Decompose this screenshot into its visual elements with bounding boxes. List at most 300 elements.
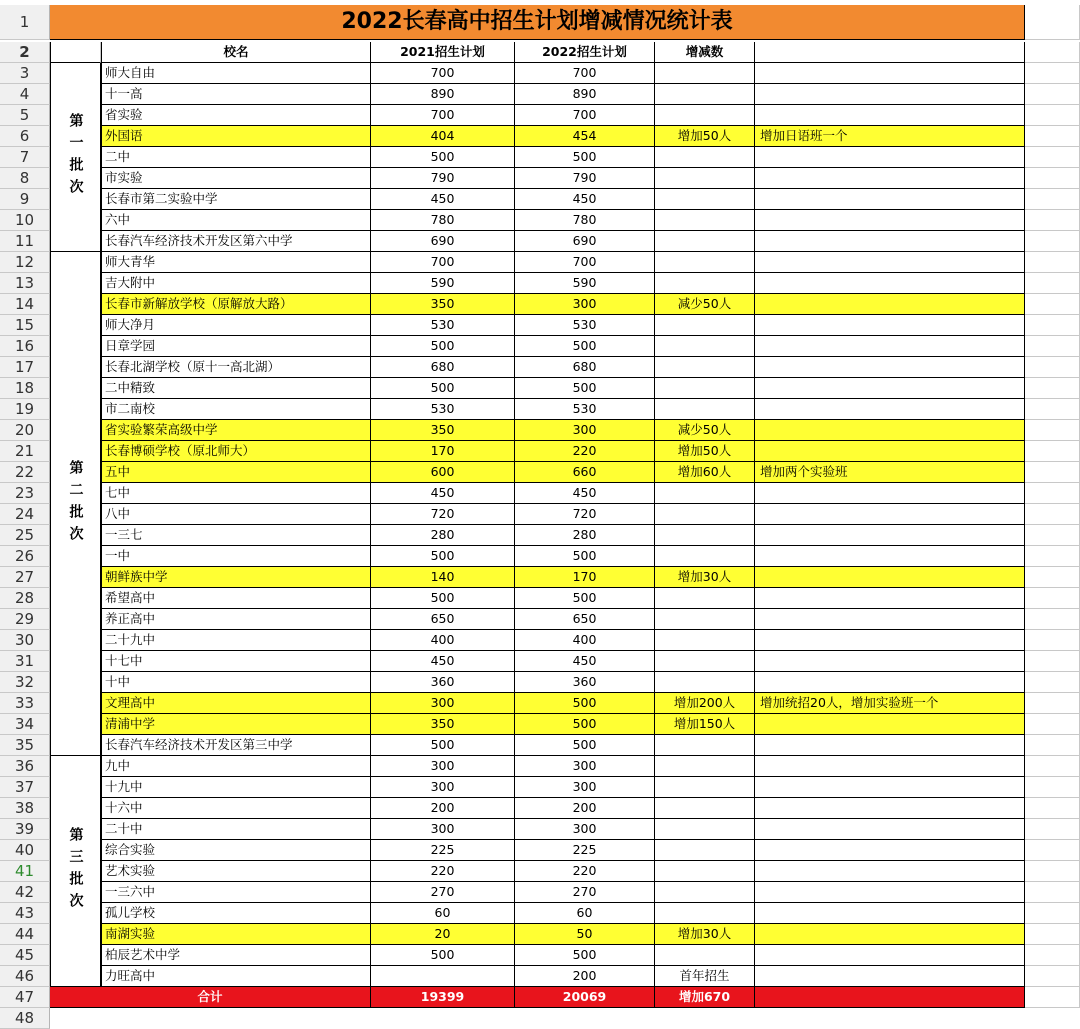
note-cell[interactable] (755, 315, 1025, 336)
school-name-cell[interactable]: 十一高 (101, 84, 371, 105)
row-header[interactable]: 33 (0, 693, 50, 714)
school-name-cell[interactable]: 二中 (101, 147, 371, 168)
plan-2021-cell[interactable]: 780 (371, 210, 515, 231)
row-header[interactable]: 4 (0, 84, 50, 105)
change-cell[interactable]: 增加150人 (655, 714, 755, 735)
row-header[interactable]: 16 (0, 336, 50, 357)
plan-2022-cell[interactable]: 220 (515, 861, 655, 882)
school-name-cell[interactable]: 长春北湖学校（原十一高北湖） (101, 357, 371, 378)
empty-cell[interactable] (1025, 399, 1080, 420)
plan-2021-cell[interactable]: 450 (371, 651, 515, 672)
empty-cell[interactable] (1025, 315, 1080, 336)
plan-2022-cell[interactable]: 500 (515, 147, 655, 168)
empty-cell[interactable] (1025, 441, 1080, 462)
empty-cell[interactable] (1025, 483, 1080, 504)
plan-2022-cell[interactable]: 170 (515, 567, 655, 588)
change-cell[interactable] (655, 525, 755, 546)
plan-2022-cell[interactable]: 450 (515, 651, 655, 672)
row-header[interactable]: 20 (0, 420, 50, 441)
change-cell[interactable] (655, 546, 755, 567)
empty-cell[interactable] (1025, 336, 1080, 357)
empty-cell[interactable] (1025, 42, 1080, 63)
change-cell[interactable] (655, 483, 755, 504)
change-cell[interactable] (655, 504, 755, 525)
plan-2022-cell[interactable]: 690 (515, 231, 655, 252)
empty-cell[interactable] (1025, 420, 1080, 441)
empty-cell[interactable] (1025, 147, 1080, 168)
note-cell[interactable] (755, 357, 1025, 378)
school-name-cell[interactable]: 希望高中 (101, 588, 371, 609)
row-header[interactable]: 46 (0, 966, 50, 987)
note-cell[interactable] (755, 105, 1025, 126)
school-name-cell[interactable]: 十六中 (101, 798, 371, 819)
row-header[interactable]: 18 (0, 378, 50, 399)
empty-cell[interactable] (1025, 189, 1080, 210)
plan-2021-cell[interactable]: 700 (371, 252, 515, 273)
plan-2022-cell[interactable]: 200 (515, 966, 655, 987)
note-cell[interactable] (755, 294, 1025, 315)
column-header-school[interactable]: 校名 (101, 42, 371, 63)
row-header[interactable]: 47 (0, 987, 50, 1008)
plan-2021-cell[interactable]: 220 (371, 861, 515, 882)
plan-2022-cell[interactable]: 500 (515, 714, 655, 735)
empty-cell[interactable] (1025, 210, 1080, 231)
plan-2022-cell[interactable]: 700 (515, 252, 655, 273)
change-cell[interactable] (655, 756, 755, 777)
note-cell[interactable]: 增加日语班一个 (755, 126, 1025, 147)
plan-2022-cell[interactable]: 500 (515, 735, 655, 756)
change-cell[interactable] (655, 189, 755, 210)
plan-2022-cell[interactable]: 270 (515, 882, 655, 903)
empty-cell[interactable] (1025, 294, 1080, 315)
batch-label-cell[interactable] (50, 252, 101, 756)
plan-2022-cell[interactable]: 360 (515, 672, 655, 693)
empty-cell[interactable] (1025, 5, 1080, 40)
column-header-change[interactable]: 增减数 (655, 42, 755, 63)
note-cell[interactable] (755, 735, 1025, 756)
plan-2021-cell[interactable]: 690 (371, 231, 515, 252)
total-2021[interactable]: 19399 (371, 987, 515, 1008)
empty-cell[interactable] (1025, 630, 1080, 651)
note-cell[interactable] (755, 399, 1025, 420)
row-header[interactable]: 48 (0, 1008, 50, 1029)
row-header[interactable]: 7 (0, 147, 50, 168)
row-header[interactable]: 40 (0, 840, 50, 861)
plan-2021-cell[interactable]: 170 (371, 441, 515, 462)
row-header[interactable]: 10 (0, 210, 50, 231)
plan-2022-cell[interactable]: 890 (515, 84, 655, 105)
plan-2021-cell[interactable]: 360 (371, 672, 515, 693)
change-cell[interactable] (655, 672, 755, 693)
plan-2022-cell[interactable]: 500 (515, 693, 655, 714)
note-cell[interactable] (755, 441, 1025, 462)
empty-cell[interactable] (1025, 861, 1080, 882)
school-name-cell[interactable]: 七中 (101, 483, 371, 504)
plan-2022-cell[interactable]: 500 (515, 588, 655, 609)
sheet-title[interactable]: 2022长春高中招生计划增减情况统计表 (50, 5, 1025, 40)
change-cell[interactable] (655, 210, 755, 231)
plan-2021-cell[interactable]: 300 (371, 777, 515, 798)
school-name-cell[interactable]: 综合实验 (101, 840, 371, 861)
note-cell[interactable] (755, 777, 1025, 798)
plan-2022-cell[interactable]: 500 (515, 546, 655, 567)
change-cell[interactable]: 减少50人 (655, 294, 755, 315)
school-name-cell[interactable]: 师大净月 (101, 315, 371, 336)
plan-2021-cell[interactable]: 280 (371, 525, 515, 546)
plan-2021-cell[interactable]: 225 (371, 840, 515, 861)
plan-2022-cell[interactable]: 280 (515, 525, 655, 546)
plan-2022-cell[interactable]: 220 (515, 441, 655, 462)
school-name-cell[interactable]: 十中 (101, 672, 371, 693)
plan-2022-cell[interactable]: 454 (515, 126, 655, 147)
plan-2022-cell[interactable]: 780 (515, 210, 655, 231)
total-label[interactable]: 合计 (50, 987, 371, 1008)
batch-label-cell[interactable] (50, 63, 101, 252)
note-cell[interactable] (755, 189, 1025, 210)
plan-2021-cell[interactable]: 720 (371, 504, 515, 525)
note-cell[interactable] (755, 378, 1025, 399)
row-header[interactable]: 44 (0, 924, 50, 945)
row-header[interactable]: 43 (0, 903, 50, 924)
change-cell[interactable] (655, 378, 755, 399)
note-cell[interactable] (755, 147, 1025, 168)
empty-cell[interactable] (1025, 945, 1080, 966)
row-header[interactable]: 34 (0, 714, 50, 735)
note-cell[interactable] (755, 945, 1025, 966)
empty-cell[interactable] (1025, 378, 1080, 399)
row-header[interactable]: 24 (0, 504, 50, 525)
school-name-cell[interactable]: 长春市第二实验中学 (101, 189, 371, 210)
note-cell[interactable] (755, 420, 1025, 441)
row-header[interactable]: 15 (0, 315, 50, 336)
row-header[interactable]: 45 (0, 945, 50, 966)
note-cell[interactable] (755, 525, 1025, 546)
plan-2021-cell[interactable]: 600 (371, 462, 515, 483)
plan-2021-cell[interactable]: 650 (371, 609, 515, 630)
school-name-cell[interactable]: 九中 (101, 756, 371, 777)
school-name-cell[interactable]: 柏辰艺术中学 (101, 945, 371, 966)
total-2022[interactable]: 20069 (515, 987, 655, 1008)
plan-2021-cell[interactable]: 60 (371, 903, 515, 924)
plan-2022-cell[interactable]: 590 (515, 273, 655, 294)
change-cell[interactable] (655, 357, 755, 378)
school-name-cell[interactable]: 一三六中 (101, 882, 371, 903)
row-header[interactable]: 2 (0, 42, 50, 63)
row-header[interactable]: 28 (0, 588, 50, 609)
school-name-cell[interactable]: 省实验 (101, 105, 371, 126)
change-cell[interactable]: 首年招生 (655, 966, 755, 987)
row-header[interactable]: 11 (0, 231, 50, 252)
row-header[interactable]: 1 (0, 5, 50, 40)
plan-2022-cell[interactable]: 450 (515, 483, 655, 504)
note-cell[interactable] (755, 798, 1025, 819)
plan-2021-cell[interactable]: 450 (371, 483, 515, 504)
school-name-cell[interactable]: 六中 (101, 210, 371, 231)
plan-2021-cell[interactable]: 300 (371, 819, 515, 840)
plan-2021-cell[interactable]: 500 (371, 945, 515, 966)
column-header-2021[interactable]: 2021招生计划 (371, 42, 515, 63)
empty-cell[interactable] (1025, 987, 1080, 1008)
change-cell[interactable] (655, 147, 755, 168)
empty-cell[interactable] (1025, 672, 1080, 693)
plan-2022-cell[interactable]: 300 (515, 420, 655, 441)
total-change[interactable]: 增加670 (655, 987, 755, 1008)
school-name-cell[interactable]: 市实验 (101, 168, 371, 189)
plan-2022-cell[interactable]: 450 (515, 189, 655, 210)
note-cell[interactable]: 增加统招20人，增加实验班一个 (755, 693, 1025, 714)
school-name-cell[interactable]: 力旺高中 (101, 966, 371, 987)
row-header[interactable]: 19 (0, 399, 50, 420)
row-header[interactable]: 12 (0, 252, 50, 273)
school-name-cell[interactable]: 长春博硕学校（原北师大） (101, 441, 371, 462)
change-cell[interactable] (655, 861, 755, 882)
row-header[interactable]: 31 (0, 651, 50, 672)
school-name-cell[interactable]: 十九中 (101, 777, 371, 798)
school-name-cell[interactable]: 日章学园 (101, 336, 371, 357)
school-name-cell[interactable]: 孤儿学校 (101, 903, 371, 924)
plan-2022-cell[interactable]: 300 (515, 777, 655, 798)
plan-2022-cell[interactable]: 700 (515, 63, 655, 84)
plan-2021-cell[interactable]: 400 (371, 630, 515, 651)
change-cell[interactable] (655, 777, 755, 798)
empty-cell[interactable] (1025, 231, 1080, 252)
plan-2021-cell[interactable] (371, 966, 515, 987)
note-cell[interactable] (755, 168, 1025, 189)
change-cell[interactable]: 增加30人 (655, 567, 755, 588)
note-cell[interactable] (755, 63, 1025, 84)
plan-2021-cell[interactable]: 350 (371, 714, 515, 735)
note-cell[interactable] (755, 882, 1025, 903)
change-cell[interactable] (655, 168, 755, 189)
change-cell[interactable] (655, 798, 755, 819)
plan-2021-cell[interactable]: 300 (371, 756, 515, 777)
empty-cell[interactable] (1025, 252, 1080, 273)
empty-cell[interactable] (1025, 105, 1080, 126)
plan-2021-cell[interactable]: 500 (371, 546, 515, 567)
empty-cell[interactable] (50, 42, 101, 63)
school-name-cell[interactable]: 清浦中学 (101, 714, 371, 735)
empty-cell[interactable] (1025, 735, 1080, 756)
school-name-cell[interactable]: 文理高中 (101, 693, 371, 714)
note-cell[interactable] (755, 252, 1025, 273)
change-cell[interactable] (655, 231, 755, 252)
change-cell[interactable]: 增加200人 (655, 693, 755, 714)
empty-cell[interactable] (1025, 924, 1080, 945)
plan-2021-cell[interactable]: 680 (371, 357, 515, 378)
empty-cell[interactable] (1025, 609, 1080, 630)
school-name-cell[interactable]: 长春汽车经济技术开发区第六中学 (101, 231, 371, 252)
empty-cell[interactable] (1025, 714, 1080, 735)
row-header[interactable]: 22 (0, 462, 50, 483)
plan-2021-cell[interactable]: 500 (371, 336, 515, 357)
row-header[interactable]: 8 (0, 168, 50, 189)
plan-2021-cell[interactable]: 530 (371, 315, 515, 336)
school-name-cell[interactable]: 长春汽车经济技术开发区第三中学 (101, 735, 371, 756)
plan-2021-cell[interactable]: 270 (371, 882, 515, 903)
change-cell[interactable]: 增加50人 (655, 441, 755, 462)
plan-2021-cell[interactable]: 200 (371, 798, 515, 819)
note-cell[interactable] (755, 714, 1025, 735)
empty-cell[interactable] (1025, 693, 1080, 714)
plan-2022-cell[interactable]: 200 (515, 798, 655, 819)
batch-label-cell[interactable] (50, 756, 101, 987)
empty-cell[interactable] (1025, 840, 1080, 861)
school-name-cell[interactable]: 五中 (101, 462, 371, 483)
row-header[interactable]: 17 (0, 357, 50, 378)
note-cell[interactable] (755, 273, 1025, 294)
note-cell[interactable] (755, 231, 1025, 252)
note-cell[interactable] (755, 609, 1025, 630)
note-cell[interactable] (755, 903, 1025, 924)
change-cell[interactable] (655, 840, 755, 861)
note-cell[interactable] (755, 756, 1025, 777)
school-name-cell[interactable]: 朝鲜族中学 (101, 567, 371, 588)
change-cell[interactable]: 增加50人 (655, 126, 755, 147)
plan-2022-cell[interactable]: 530 (515, 399, 655, 420)
total-note[interactable] (755, 987, 1025, 1008)
empty-cell[interactable] (1025, 588, 1080, 609)
change-cell[interactable] (655, 315, 755, 336)
change-cell[interactable] (655, 819, 755, 840)
row-header[interactable]: 32 (0, 672, 50, 693)
plan-2021-cell[interactable]: 700 (371, 105, 515, 126)
note-cell[interactable] (755, 84, 1025, 105)
row-header[interactable]: 3 (0, 63, 50, 84)
plan-2021-cell[interactable]: 790 (371, 168, 515, 189)
empty-cell[interactable] (1025, 966, 1080, 987)
note-cell[interactable] (755, 966, 1025, 987)
plan-2021-cell[interactable]: 590 (371, 273, 515, 294)
change-cell[interactable]: 减少50人 (655, 420, 755, 441)
plan-2022-cell[interactable]: 400 (515, 630, 655, 651)
note-cell[interactable] (755, 336, 1025, 357)
plan-2022-cell[interactable]: 300 (515, 819, 655, 840)
note-cell[interactable] (755, 819, 1025, 840)
plan-2022-cell[interactable]: 650 (515, 609, 655, 630)
school-name-cell[interactable]: 十七中 (101, 651, 371, 672)
school-name-cell[interactable]: 吉大附中 (101, 273, 371, 294)
row-header[interactable]: 23 (0, 483, 50, 504)
plan-2021-cell[interactable]: 300 (371, 693, 515, 714)
school-name-cell[interactable]: 养正高中 (101, 609, 371, 630)
row-header[interactable]: 41 (0, 861, 50, 882)
plan-2021-cell[interactable]: 890 (371, 84, 515, 105)
row-header[interactable]: 9 (0, 189, 50, 210)
plan-2022-cell[interactable]: 530 (515, 315, 655, 336)
change-cell[interactable] (655, 588, 755, 609)
change-cell[interactable] (655, 105, 755, 126)
empty-cell[interactable] (1025, 651, 1080, 672)
row-header[interactable]: 30 (0, 630, 50, 651)
empty-cell[interactable] (1025, 462, 1080, 483)
row-header[interactable]: 13 (0, 273, 50, 294)
row-header[interactable]: 36 (0, 756, 50, 777)
plan-2022-cell[interactable]: 790 (515, 168, 655, 189)
plan-2021-cell[interactable]: 530 (371, 399, 515, 420)
empty-cell[interactable] (1025, 756, 1080, 777)
plan-2021-cell[interactable]: 404 (371, 126, 515, 147)
plan-2021-cell[interactable]: 500 (371, 378, 515, 399)
school-name-cell[interactable]: 二中精致 (101, 378, 371, 399)
row-header[interactable]: 6 (0, 126, 50, 147)
change-cell[interactable] (655, 735, 755, 756)
plan-2021-cell[interactable]: 20 (371, 924, 515, 945)
change-cell[interactable] (655, 882, 755, 903)
row-header[interactable]: 37 (0, 777, 50, 798)
school-name-cell[interactable]: 师大自由 (101, 63, 371, 84)
note-cell[interactable] (755, 546, 1025, 567)
change-cell[interactable] (655, 63, 755, 84)
row-header[interactable]: 14 (0, 294, 50, 315)
change-cell[interactable] (655, 273, 755, 294)
change-cell[interactable] (655, 651, 755, 672)
empty-cell[interactable] (1025, 882, 1080, 903)
empty-cell[interactable] (1025, 819, 1080, 840)
plan-2022-cell[interactable]: 225 (515, 840, 655, 861)
school-name-cell[interactable]: 二十九中 (101, 630, 371, 651)
school-name-cell[interactable]: 二十中 (101, 819, 371, 840)
empty-cell[interactable] (1025, 168, 1080, 189)
change-cell[interactable] (655, 84, 755, 105)
plan-2022-cell[interactable]: 50 (515, 924, 655, 945)
change-cell[interactable] (655, 252, 755, 273)
empty-cell[interactable] (1025, 525, 1080, 546)
note-cell[interactable] (755, 651, 1025, 672)
empty-cell[interactable] (1025, 126, 1080, 147)
plan-2022-cell[interactable]: 500 (515, 378, 655, 399)
empty-cell[interactable] (1025, 504, 1080, 525)
empty-cell[interactable] (1025, 777, 1080, 798)
plan-2022-cell[interactable]: 500 (515, 336, 655, 357)
change-cell[interactable] (655, 630, 755, 651)
plan-2022-cell[interactable]: 680 (515, 357, 655, 378)
school-name-cell[interactable]: 外国语 (101, 126, 371, 147)
plan-2021-cell[interactable]: 140 (371, 567, 515, 588)
empty-cell[interactable] (1025, 567, 1080, 588)
plan-2022-cell[interactable]: 300 (515, 756, 655, 777)
empty-cell[interactable] (1025, 63, 1080, 84)
school-name-cell[interactable]: 南湖实验 (101, 924, 371, 945)
row-header[interactable]: 39 (0, 819, 50, 840)
empty-cell[interactable] (1025, 273, 1080, 294)
plan-2021-cell[interactable]: 700 (371, 63, 515, 84)
row-header[interactable]: 42 (0, 882, 50, 903)
school-name-cell[interactable]: 一三七 (101, 525, 371, 546)
school-name-cell[interactable]: 艺术实验 (101, 861, 371, 882)
note-cell[interactable] (755, 630, 1025, 651)
school-name-cell[interactable]: 师大青华 (101, 252, 371, 273)
empty-cell[interactable] (1025, 798, 1080, 819)
note-cell[interactable] (755, 210, 1025, 231)
empty-cell[interactable] (1025, 357, 1080, 378)
row-header[interactable]: 26 (0, 546, 50, 567)
plan-2021-cell[interactable]: 500 (371, 147, 515, 168)
empty-cell[interactable] (1025, 84, 1080, 105)
change-cell[interactable]: 增加30人 (655, 924, 755, 945)
empty-cell[interactable] (1025, 903, 1080, 924)
change-cell[interactable] (655, 399, 755, 420)
note-cell[interactable]: 增加两个实验班 (755, 462, 1025, 483)
note-cell[interactable] (755, 672, 1025, 693)
school-name-cell[interactable]: 省实验繁荣高级中学 (101, 420, 371, 441)
plan-2022-cell[interactable]: 700 (515, 105, 655, 126)
row-header[interactable]: 27 (0, 567, 50, 588)
note-cell[interactable] (755, 504, 1025, 525)
school-name-cell[interactable]: 长春市新解放学校（原解放大路） (101, 294, 371, 315)
school-name-cell[interactable]: 八中 (101, 504, 371, 525)
school-name-cell[interactable]: 一中 (101, 546, 371, 567)
note-cell[interactable] (755, 861, 1025, 882)
